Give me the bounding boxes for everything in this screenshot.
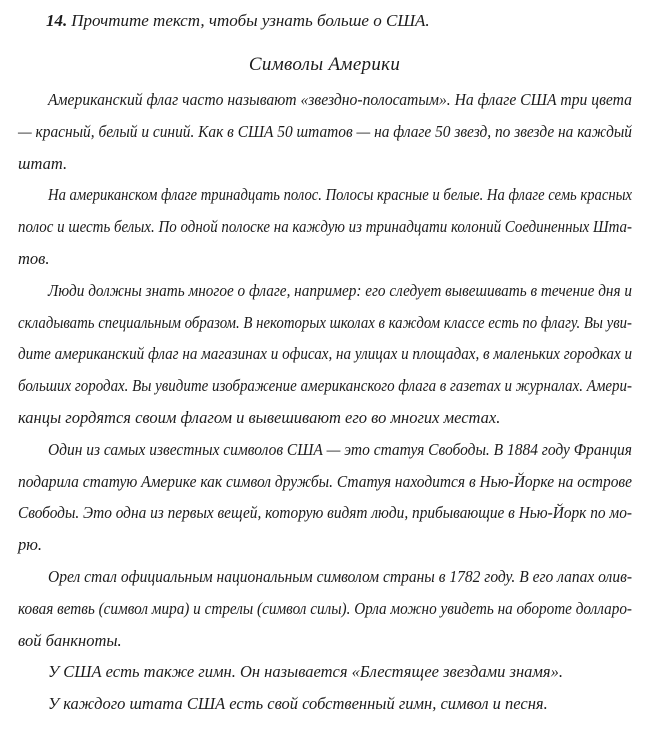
- text-line: Люди должны знать многое о флаге, например: его следует вывешивать в течение дня и: [48, 280, 632, 300]
- paragraph: [18, 656, 632, 688]
- text-line: подарила статую Америке как символ дружбы. Статуя находится в Нью-Йорке на острове: [18, 471, 632, 491]
- text-line: У США есть также гимн. Он называется «Блестящее звездами знамя».: [48, 662, 563, 682]
- paragraph: [18, 561, 632, 656]
- text-line: Орел стал официальным национальным символом страны в 1782 году. В его лапах олив-: [48, 566, 632, 586]
- exercise-number: 14.: [46, 11, 68, 30]
- document-page: [0, 10, 649, 750]
- text-line: тов.: [18, 248, 50, 268]
- text-line: У каждого штата США есть свой собственный гимн, символ и песня.: [48, 694, 548, 714]
- text-line: рю.: [18, 535, 43, 555]
- exercise-instruction: [46, 10, 632, 32]
- instruction-text: Прочтите текст, чтобы узнать больше о США.: [71, 11, 430, 30]
- text-line: Свободы. Это одна из первых вещей, которую видят люди, прибывающие в Нью-Йорк по мо-: [18, 503, 632, 523]
- text-line: полос и шесть белых. По одной полоске на каждую из тринадцати колоний Соединенных Шта-: [18, 217, 632, 237]
- paragraph: [18, 275, 632, 434]
- text-line: дите американский флаг на магазинах и офисах, на улицах и площадах, в маленьких городках и: [18, 344, 632, 364]
- text-line: Американский флаг часто называют «звездно-полосатым». На флаге США три цвета: [48, 90, 632, 109]
- text-line: вой банкноты.: [18, 630, 122, 650]
- text-line: — красный, белый и синий. Как в США 50 штатов — на флаге 50 звезд, по звезде на каждый: [18, 121, 632, 141]
- paragraph: [18, 84, 632, 179]
- paragraph: [18, 688, 632, 720]
- text-line: На американском флаге тринадцать полос. Полосы красные и белые. На флаге семь красных: [48, 185, 632, 205]
- paragraph: [18, 179, 632, 274]
- text-line: ковая ветвь (символ мира) и стрелы (символ силы). Орла можно увидеть на обороте долларо-: [18, 598, 632, 618]
- text-line: канцы гордятся своим флагом и вывешивают его во многих местах.: [18, 407, 501, 427]
- paragraph: [18, 434, 632, 561]
- text-line: штат.: [18, 153, 68, 173]
- article-title: Символы Америки: [248, 54, 401, 75]
- text-line: Один из самых известных символов США — это статуя Свободы. В 1884 году Франция: [48, 439, 632, 459]
- text-line: складывать специальным образом. В некоторых школах в каждом классе есть по флагу. Вы уви-: [18, 312, 632, 332]
- text-line: больших городах. Вы увидите изображение американского флага в газетах и журналах. Амери-: [18, 376, 632, 396]
- article-body: [18, 84, 632, 720]
